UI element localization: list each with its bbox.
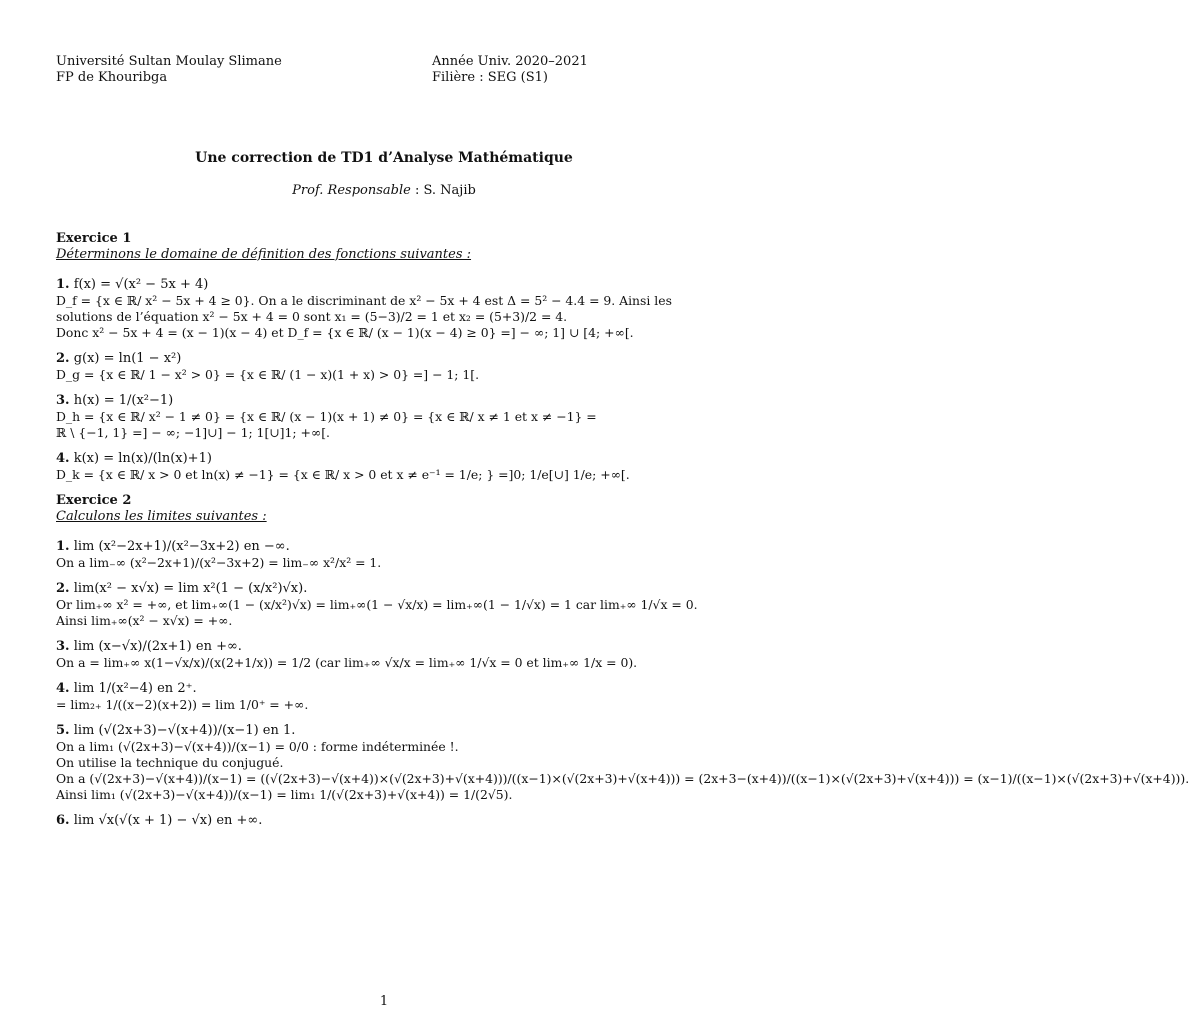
item-number: 3. [56, 393, 70, 408]
exercise-item [56, 539, 716, 571]
item-number: 1. [56, 539, 70, 554]
item-question [56, 681, 716, 697]
faculty-name: FP de Khouribga [56, 70, 168, 85]
university-name: Université Sultan Moulay Slimane [56, 54, 282, 69]
exercise-2-heading: Exercice 2 [56, 493, 132, 508]
exercise-2 [56, 493, 1189, 829]
item-number: 6. [56, 813, 70, 828]
exercise-item [56, 393, 716, 441]
item-number: 4. [56, 451, 70, 466]
prof-label: Prof. Responsable [292, 183, 411, 198]
item-question [56, 393, 716, 409]
exercise-item [56, 681, 716, 713]
item-question [56, 351, 716, 367]
item-question [56, 581, 716, 597]
exercise-item [56, 351, 716, 383]
exercise-1 [56, 231, 716, 483]
item-line: Or lim₊∞ x² = +∞, et lim₊∞(1 − (x/x²)√x) = lim₊∞(1 − √x/x) = lim₊∞(1 − 1/√x) = 1 car lim₊∞ 1/√x = 0. [56, 597, 698, 612]
exercise-item [56, 723, 1189, 803]
item-line: On a (√(2x+3)−√(x+4))/(x−1) = ((√(2x+3)−√(x+4))×(√(2x+3)+√(x+4)))/((x−1)×(√(2x+3)+√(x+4))) = (2x+3−(x+4))/((x−1)×(√(2x+3)+√(x+4))) = (x−1)/((x−1)×(√(2x+3)+√(x+4))). [56, 771, 1189, 786]
professor-line [0, 183, 768, 199]
item-question-text: h(x) = 1/(x²−1) [69, 393, 174, 408]
item-number: 2. [56, 351, 70, 366]
exercise-1-subtitle: Déterminons le domaine de définition des fonctions suivantes : [56, 247, 472, 262]
document-title: Une correction de TD1 d’Analyse Mathématique [195, 150, 573, 166]
item-question-text: lim 1/(x²−4) en 2⁺. [69, 681, 197, 696]
item-question-text: g(x) = ln(1 − x²) [69, 351, 182, 366]
item-question-text: f(x) = √(x² − 5x + 4) [69, 277, 209, 292]
item-line: On utilise la technique du conjugué. [56, 755, 284, 770]
item-line: D_g = {x ∈ ℝ/ 1 − x² > 0} = {x ∈ ℝ/ (1 − x)(1 + x) > 0} =] − 1; 1[. [56, 367, 480, 382]
item-line: On a lim₁ (√(2x+3)−√(x+4))/(x−1) = 0/0 : forme indéterminée !. [56, 739, 459, 754]
item-line: On a = lim₊∞ x(1−√x/x)/(x(2+1/x)) = 1/2 (car lim₊∞ √x/x = lim₊∞ 1/√x = 0 et lim₊∞ 1/x = 0). [56, 655, 638, 670]
item-question-text: lim(x² − x√x) = lim x²(1 − (x/x²)√x). [69, 581, 308, 596]
prof-name: : S. Najib [410, 183, 476, 198]
exercise-1-heading: Exercice 1 [56, 231, 132, 246]
item-line: D_k = {x ∈ ℝ/ x > 0 et ln(x) ≠ −1} = {x ∈ ℝ/ x > 0 et x ≠ e⁻¹ = 1/e; } =]0; 1/e[∪] 1/e; +∞[. [56, 467, 630, 482]
exercise-item [56, 813, 716, 829]
item-line: ℝ \ {−1, 1} =] − ∞; −1]∪] − 1; 1[∪]1; +∞[. [56, 425, 330, 440]
item-number: 5. [56, 723, 70, 738]
item-line: On a lim₋∞ (x²−2x+1)/(x²−3x+2) = lim₋∞ x²/x² = 1. [56, 555, 382, 570]
item-number: 1. [56, 277, 70, 292]
exercise-item [56, 581, 716, 629]
academic-year: Année Univ. 2020–2021 [432, 54, 588, 69]
exercise-2-subtitle: Calculons les limites suivantes : [56, 509, 267, 524]
item-question [56, 639, 716, 655]
program: Filière : SEG (S1) [432, 70, 548, 85]
exercise-item [56, 639, 716, 671]
exercise-1-items [56, 277, 716, 483]
item-question [56, 813, 716, 829]
item-line: Ainsi lim₁ (√(2x+3)−√(x+4))/(x−1) = lim₁ 1/(√(2x+3)+√(x+4)) = 1/(2√5). [56, 787, 513, 802]
item-question-text: lim (x²−2x+1)/(x²−3x+2) en −∞. [69, 539, 290, 554]
item-line: D_f = {x ∈ ℝ/ x² − 5x + 4 ≥ 0}. On a le discriminant de x² − 5x + 4 est Δ = 5² − 4.4 = 9. Ainsi les [56, 293, 672, 308]
item-line: Ainsi lim₊∞(x² − x√x) = +∞. [56, 613, 233, 628]
item-question [56, 277, 716, 293]
header-left [56, 54, 282, 86]
item-line: = lim₂₊ 1/((x−2)(x+2)) = lim 1/0⁺ = +∞. [56, 697, 309, 712]
item-line: solutions de l’équation x² − 5x + 4 = 0 sont x₁ = (5−3)/2 = 1 et x₂ = (5+3)/2 = 4. [56, 309, 568, 324]
page-number: 1 [379, 994, 389, 1009]
item-number: 3. [56, 639, 70, 654]
item-number: 2. [56, 581, 70, 596]
exercise-item [56, 277, 716, 341]
item-question-text: k(x) = ln(x)/(ln(x)+1) [69, 451, 212, 466]
item-line: D_h = {x ∈ ℝ/ x² − 1 ≠ 0} = {x ∈ ℝ/ (x − 1)(x + 1) ≠ 0} = {x ∈ ℝ/ x ≠ 1 et x ≠ −1} = [56, 409, 597, 424]
header-right [432, 54, 588, 86]
item-question-text: lim √x(√(x + 1) − √x) en +∞. [69, 813, 263, 828]
item-question-text: lim (√(2x+3)−√(x+4))/(x−1) en 1. [69, 723, 296, 738]
item-question [56, 723, 716, 739]
document-body [56, 231, 1189, 839]
item-number: 4. [56, 681, 70, 696]
item-line: Donc x² − 5x + 4 = (x − 1)(x − 4) et D_f = {x ∈ ℝ/ (x − 1)(x − 4) ≥ 0} =] − ∞; 1] ∪ [4; +∞[. [56, 325, 634, 340]
item-question [56, 539, 716, 555]
exercise-item [56, 451, 716, 483]
exercise-2-items [56, 539, 1189, 829]
item-question [56, 451, 716, 467]
item-question-text: lim (x−√x)/(2x+1) en +∞. [69, 639, 242, 654]
